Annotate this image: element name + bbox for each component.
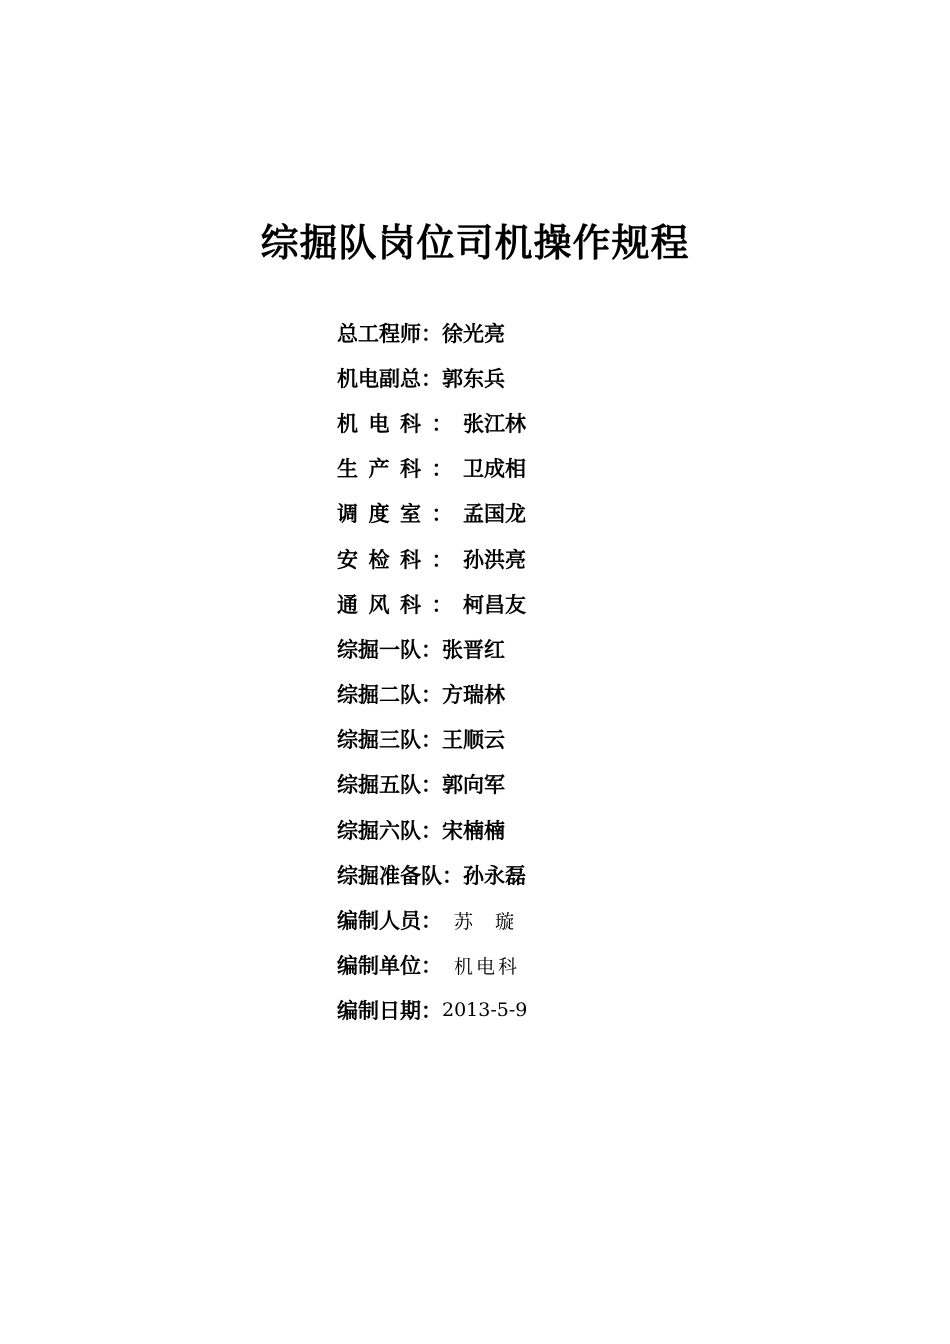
signatory-role: 综掘三队： xyxy=(337,727,442,753)
signatory-role: 安检科： xyxy=(337,546,463,572)
signatory-name: 柯昌友 xyxy=(463,591,526,617)
signatory-name: 郭向军 xyxy=(442,772,505,798)
signatory-role: 综掘准备队： xyxy=(337,862,463,888)
signatory-row xyxy=(337,626,897,671)
signatory-name: 郭东兵 xyxy=(442,365,505,391)
compiler-name: 苏璇 xyxy=(454,910,537,933)
signatory-role: 综掘一队： xyxy=(337,636,442,662)
signatory-row xyxy=(337,807,897,852)
signatory-name: 孙永磊 xyxy=(463,862,526,888)
document-title: 综掘队岗位司机操作规程 xyxy=(260,220,690,266)
signatory-row xyxy=(337,310,897,355)
signatory-row xyxy=(337,536,897,581)
signatory-name: 张江林 xyxy=(463,410,526,436)
signatory-name: 徐光亮 xyxy=(442,320,505,346)
signatory-row xyxy=(337,491,897,536)
signatory-role: 机电科： xyxy=(337,410,463,436)
signatory-role: 综掘六队： xyxy=(337,817,442,843)
signatory-role: 总工程师： xyxy=(337,320,442,346)
signatory-role: 调度室： xyxy=(337,501,463,527)
unit-row xyxy=(337,943,897,988)
signatory-row xyxy=(337,400,897,445)
signatory-list xyxy=(337,310,897,1033)
compiler-row xyxy=(337,897,897,942)
signatory-role: 通风科： xyxy=(337,591,463,617)
unit-name: 机电科 xyxy=(454,955,521,978)
date-label: 编制日期： xyxy=(337,998,442,1024)
signatory-name: 孙洪亮 xyxy=(463,546,526,572)
signatory-row xyxy=(337,672,897,717)
signatory-role: 综掘二队： xyxy=(337,682,442,708)
signatory-name: 王顺云 xyxy=(442,727,505,753)
signatory-role: 生产科： xyxy=(337,456,463,482)
signatory-name: 方瑞林 xyxy=(442,682,505,708)
signatory-row xyxy=(337,762,897,807)
compiler-label: 编制人员： xyxy=(337,908,442,934)
signatory-row xyxy=(337,852,897,897)
signatory-role: 综掘五队： xyxy=(337,772,442,798)
signatory-name: 卫成相 xyxy=(463,456,526,482)
unit-label: 编制单位： xyxy=(337,953,442,979)
signatory-name: 张晋红 xyxy=(442,636,505,662)
signatory-row xyxy=(337,355,897,400)
signatory-row xyxy=(337,446,897,491)
signatory-name: 孟国龙 xyxy=(463,501,526,527)
signatory-name: 宋楠楠 xyxy=(442,817,505,843)
signatory-row xyxy=(337,581,897,626)
signatory-role: 机电副总： xyxy=(337,365,442,391)
compile-date: 2013-5-9 xyxy=(442,999,528,1022)
signatory-row xyxy=(337,717,897,762)
date-row xyxy=(337,988,897,1033)
